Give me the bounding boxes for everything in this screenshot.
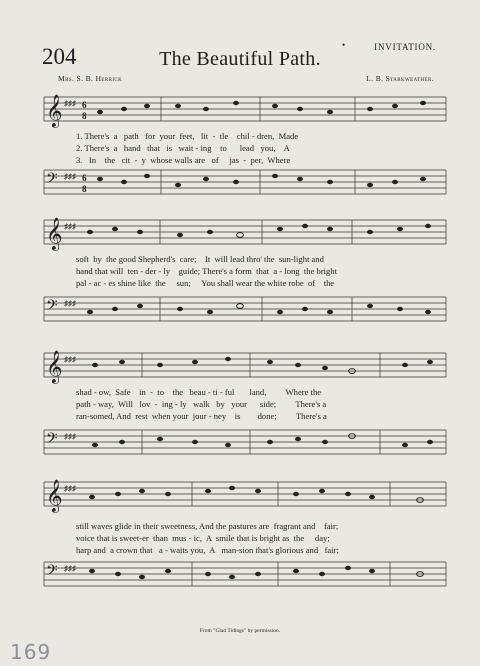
treble-staff-system-4	[0, 478, 480, 518]
svg-text:8: 8	[82, 111, 87, 121]
svg-text:♯♯♯: ♯♯♯	[64, 484, 76, 493]
svg-text:𝄢: 𝄢	[46, 562, 58, 583]
svg-text:𝄞: 𝄞	[46, 217, 63, 250]
svg-text:♯♯♯: ♯♯♯	[64, 355, 76, 364]
lyric-line-s4-v1: still waves glide in their sweetness, And the pastures are fragrant and fair;	[76, 521, 339, 531]
svg-text:𝄞: 𝄞	[46, 479, 63, 512]
svg-text:8: 8	[82, 184, 87, 194]
svg-text:♯♯♯: ♯♯♯	[64, 432, 76, 441]
bass-staff-system-3	[0, 426, 480, 466]
lyric-line-s1-v1: 1. There's a path for your feet, lit - tle chil - dren, Made	[76, 131, 299, 141]
hymn-number: 204	[42, 44, 77, 69]
svg-text:♯♯♯: ♯♯♯	[64, 172, 76, 181]
svg-text:𝄢: 𝄢	[46, 297, 58, 318]
lyric-line-s2-v3: pal - ac - es shine like the sun; You shall wear the white robe of the	[76, 278, 335, 288]
svg-text:♯♯♯: ♯♯♯	[64, 299, 76, 308]
svg-text:𝄞: 𝄞	[46, 350, 63, 383]
bass-staff-system-1	[0, 166, 480, 206]
svg-text:𝄢: 𝄢	[46, 170, 58, 191]
svg-text:6: 6	[82, 173, 87, 183]
permission-note: From "Glad Tidings" by permission.	[199, 628, 281, 634]
composer-credit: L. B. Starkweather.	[366, 74, 434, 83]
lyric-line-s1-v2: 2. There's a hand that is wait - ing to lead you, A	[76, 143, 290, 153]
lyric-line-s3-v1: shad - ow, Safe in - to the beau - ti - ful land, Where the	[76, 387, 322, 397]
svg-text:𝄞: 𝄞	[46, 94, 63, 127]
author-credit: Mrs. S. B. Herrick	[58, 74, 123, 83]
decorative-dot: •	[342, 40, 346, 50]
treble-staff-system-2	[0, 216, 480, 256]
hymn-title: The Beautiful Path.	[159, 48, 321, 70]
svg-text:6: 6	[82, 100, 87, 110]
lyric-line-s3-v2: path - way, Will lov - ing - ly walk by your side; There's a	[76, 399, 327, 409]
hymn-topic: INVITATION.	[374, 42, 436, 52]
lyric-line-s4-v2: voice that is sweet-er than mus - ic, A smile that is bright as the day;	[76, 533, 330, 543]
svg-text:𝄢: 𝄢	[46, 430, 58, 451]
svg-text:♯♯♯: ♯♯♯	[64, 564, 76, 573]
lyric-line-s1-v3: 3. In the cit - y whose walls are of jas - per, Where	[76, 155, 291, 165]
lyric-line-s4-v3: harp and a crown that a - waits you, A man-sion that's glorious and fair;	[76, 545, 339, 555]
handwritten-page-number: 169	[10, 640, 52, 664]
bass-staff-system-2	[0, 293, 480, 333]
treble-staff-system-3	[0, 349, 480, 389]
lyric-line-s3-v3: ran-somed, And rest when your jour - ney is done; There's a	[76, 411, 327, 421]
lyric-line-s2-v2: hand that will ten - der - ly guide; There's a form that a - long the bright	[76, 266, 338, 276]
bass-staff-system-4	[0, 558, 480, 598]
lyric-line-s2-v1: soft by the good Shepherd's care; It will lead thro' the sun-light and	[76, 254, 324, 264]
treble-staff-system-1	[0, 93, 480, 133]
svg-text:♯♯♯: ♯♯♯	[64, 99, 76, 108]
svg-text:♯♯♯: ♯♯♯	[64, 222, 76, 231]
